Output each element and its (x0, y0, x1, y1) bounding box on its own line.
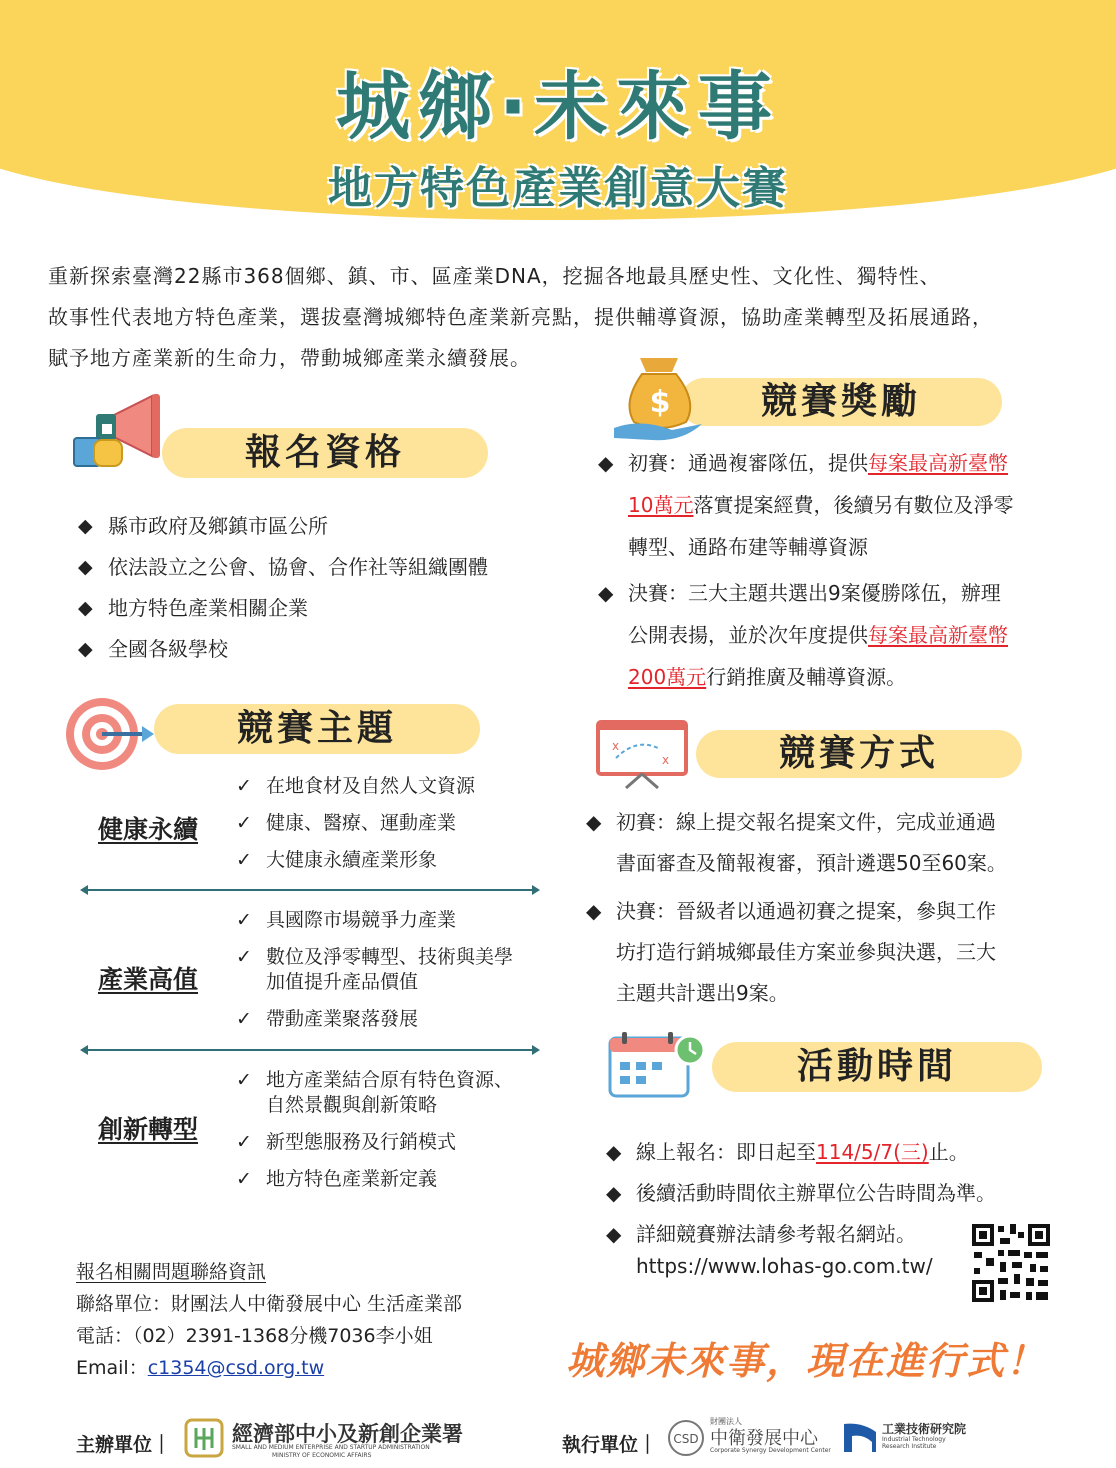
registration-url[interactable]: https://www.lohas-go.com.tw/ (636, 1254, 933, 1278)
sme-logo-icon (184, 1418, 224, 1458)
list-item: ◆ 詳細競賽辦法請參考報名網站。 https://www.lohas-go.com.tw/ (606, 1222, 933, 1278)
theme-name: 健康永續 (98, 815, 199, 844)
csd-logo-icon (666, 1418, 706, 1458)
list-item: ✓ 地方產業結合原有特色資源、 (236, 1068, 546, 1093)
theme-divider (82, 1049, 538, 1051)
text: 決賽：三大主題共選出9案優勝隊伍，辦理 (628, 581, 1001, 605)
contact-info (76, 1256, 462, 1384)
text: 詳細競賽辦法請參考報名網站。 (636, 1222, 916, 1246)
schedule-title: 活動時間 (712, 1042, 1042, 1092)
theme-name: 創新轉型 (98, 1115, 199, 1144)
list-item: ◆ 縣市政府及鄉鎮市區公所 (78, 506, 578, 547)
svg-text:CSD: CSD (673, 1432, 699, 1446)
intro-line: 賦予地方產業新的生命力，帶動城鄉產業永續發展。 (48, 346, 531, 370)
page-title: 城鄉‧未來事 (336, 64, 780, 150)
rewards-title: 競賽獎勵 (680, 378, 1002, 426)
list-item: ◆ 後續活動時間依主辦單位公告時間為準。 (606, 1181, 996, 1205)
host-name-en: SMALL AND MEDIUM ENTERPRISE AND STARTUP ADMINISTRATION (232, 1444, 430, 1451)
theme-items (236, 1068, 546, 1192)
list-item: ◆ 決賽：三大主題共選出9案優勝隊伍，辦理 公開表揚，並於次年度提供每案最高新臺幣 200萬元行銷推廣及輔導資源。 (598, 581, 1008, 689)
text: 主題共計選出9案。 (616, 981, 789, 1005)
email-label: Email： (76, 1357, 148, 1379)
slogan: 城鄉未來事，現在進行式！ (566, 1339, 1047, 1383)
list-item: ✓ 大健康永續產業形象 (236, 848, 546, 873)
target-icon (62, 694, 158, 774)
list-item: ◆ 依法設立之公會、協會、合作社等組織團體 (78, 547, 578, 588)
strategy-board-icon (596, 718, 692, 790)
list-item: ◆ 初賽：線上提交報名提案文件，完成並通過 書面審查及簡報複審，預計遴選50至60案。 (586, 810, 1007, 875)
list-item: ✓ 新型態服務及行銷模式 (236, 1130, 546, 1155)
list-item: ◆ 地方特色產業相關企業 (78, 588, 578, 629)
svg-text:$: $ (649, 385, 671, 420)
intro-line: 故事性代表地方特色產業，選拔臺灣城鄉特色產業新亮點，提供輔導資源，協助產業轉型及拓展通路， (48, 305, 993, 329)
list-item: ✓ 地方特色產業新定義 (236, 1167, 546, 1192)
svg-text:x: x (612, 739, 620, 753)
method-title: 競賽方式 (696, 730, 1022, 778)
eligibility-list (78, 506, 578, 670)
eligibility-title: 報名資格 (162, 428, 488, 478)
host-name: 經濟部中小及新創企業署 (232, 1421, 463, 1446)
list-item: ◆ 全國各級學校 (78, 629, 578, 670)
itri-name: 工業技術研究院 (882, 1422, 967, 1436)
contact-phone: 電話：（02）2391-1368分機7036李小姐 (76, 1325, 433, 1347)
itri-logo-icon (842, 1420, 878, 1454)
highlight-text: 10萬元 (628, 493, 694, 517)
list-item: ✓ 數位及淨零轉型、技術與美學 (236, 945, 546, 970)
theme-name: 產業高值 (98, 965, 199, 994)
intro-line: 重新探索臺灣22縣市368個鄉、鎮、市、區產業DNA，挖掘各地最具歷史性、文化性、獨特性、 (48, 264, 941, 288)
csd-name: 中衛發展中心 (710, 1428, 818, 1449)
megaphone-icon (68, 390, 164, 474)
text: 止。 (928, 1140, 969, 1164)
method-list (586, 802, 1076, 1014)
host-ministry-en: MINISTRY OF ECONOMIC AFFAIRS (272, 1452, 372, 1459)
text: 書面審查及簡報複審，預計遴選50至60案。 (616, 851, 1007, 875)
theme-divider (82, 889, 538, 891)
deadline-date: 114/5/7(三) (816, 1140, 929, 1164)
list-item-continued (236, 1093, 546, 1118)
intro-paragraph (48, 256, 1088, 379)
text: 落實提案經費，後續另有數位及淨零 (693, 493, 1014, 517)
text: 坊打造行銷城鄉最佳方案並參與決選，三大 (616, 940, 996, 964)
text: 線上報名：即日起至 (636, 1140, 816, 1164)
text: 初賽：線上提交報名提案文件，完成並通過 (616, 810, 996, 834)
theme-items (236, 774, 546, 873)
text: 後續活動時間依主辦單位公告時間為準。 (636, 1181, 996, 1205)
text: 初賽：通過複審隊伍，提供 (628, 451, 868, 475)
themes-title: 競賽主題 (154, 704, 480, 754)
rewards-list (598, 442, 1078, 698)
list-item: ✓ 具國際市場競爭力產業 (236, 908, 546, 933)
qr-code-icon[interactable] (970, 1222, 1052, 1304)
text: 行銷推廣及輔導資源。 (706, 665, 907, 689)
list-item-text: 自然景觀與創新策略 (266, 1094, 438, 1116)
text: 公開表揚，並於次年度提供 (628, 623, 868, 647)
exec-label: 執行單位｜ (562, 1434, 658, 1456)
list-item: ◆ 決賽：晉級者以通過初賽之提案，參與工作 坊打造行銷城鄉最佳方案並參與決選，三大 主題共計選出9案。 (586, 899, 996, 1005)
page-subtitle: 地方特色產業創意大賽 (328, 163, 788, 214)
text: 決賽：晉級者以通過初賽之提案，參與工作 (616, 899, 996, 923)
contact-email-row (76, 1352, 462, 1384)
money-bag-icon (612, 352, 708, 442)
list-item: ✓ 帶動產業聚落發展 (236, 1007, 546, 1032)
text: 轉型、通路布建等輔導資源 (628, 535, 868, 559)
itri-name-en: Research Institute (882, 1443, 937, 1450)
theme-items (236, 908, 546, 1032)
csd-name-en: Corporate Synergy Development Center (710, 1447, 831, 1454)
list-item: ✓ 在地食材及自然人文資源 (236, 774, 546, 799)
calendar-icon (606, 1030, 710, 1102)
highlight-text: 200萬元 (628, 665, 707, 689)
host-label: 主辦單位｜ (76, 1434, 172, 1456)
list-item: ◆ 初賽：通過複審隊伍，提供每案最高新臺幣 10萬元落實提案經費，後續另有數位及淨零 轉型、通路布建等輔導資源 (598, 451, 1014, 559)
highlight-text: 每案最高新臺幣 (868, 451, 1008, 475)
highlight-text: 每案最高新臺幣 (868, 623, 1008, 647)
contact-unit: 聯絡單位：財團法人中衛發展中心 生活產業部 (76, 1293, 463, 1315)
itri-name-en: Industrial Technology (882, 1436, 946, 1443)
svg-text:x: x (662, 753, 670, 767)
list-item: ✓ 健康、醫療、運動產業 (236, 811, 546, 836)
list-item-continued (236, 970, 546, 995)
contact-heading: 報名相關問題聯絡資訊 (76, 1261, 267, 1283)
list-item: ◆ 線上報名：即日起至114/5/7(三)止。 (606, 1140, 969, 1164)
email-link[interactable]: c1354@csd.org.tw (147, 1357, 325, 1379)
csd-small-label: 財團法人 (710, 1417, 742, 1426)
list-item-text: 加值提升產品價值 (266, 971, 419, 993)
